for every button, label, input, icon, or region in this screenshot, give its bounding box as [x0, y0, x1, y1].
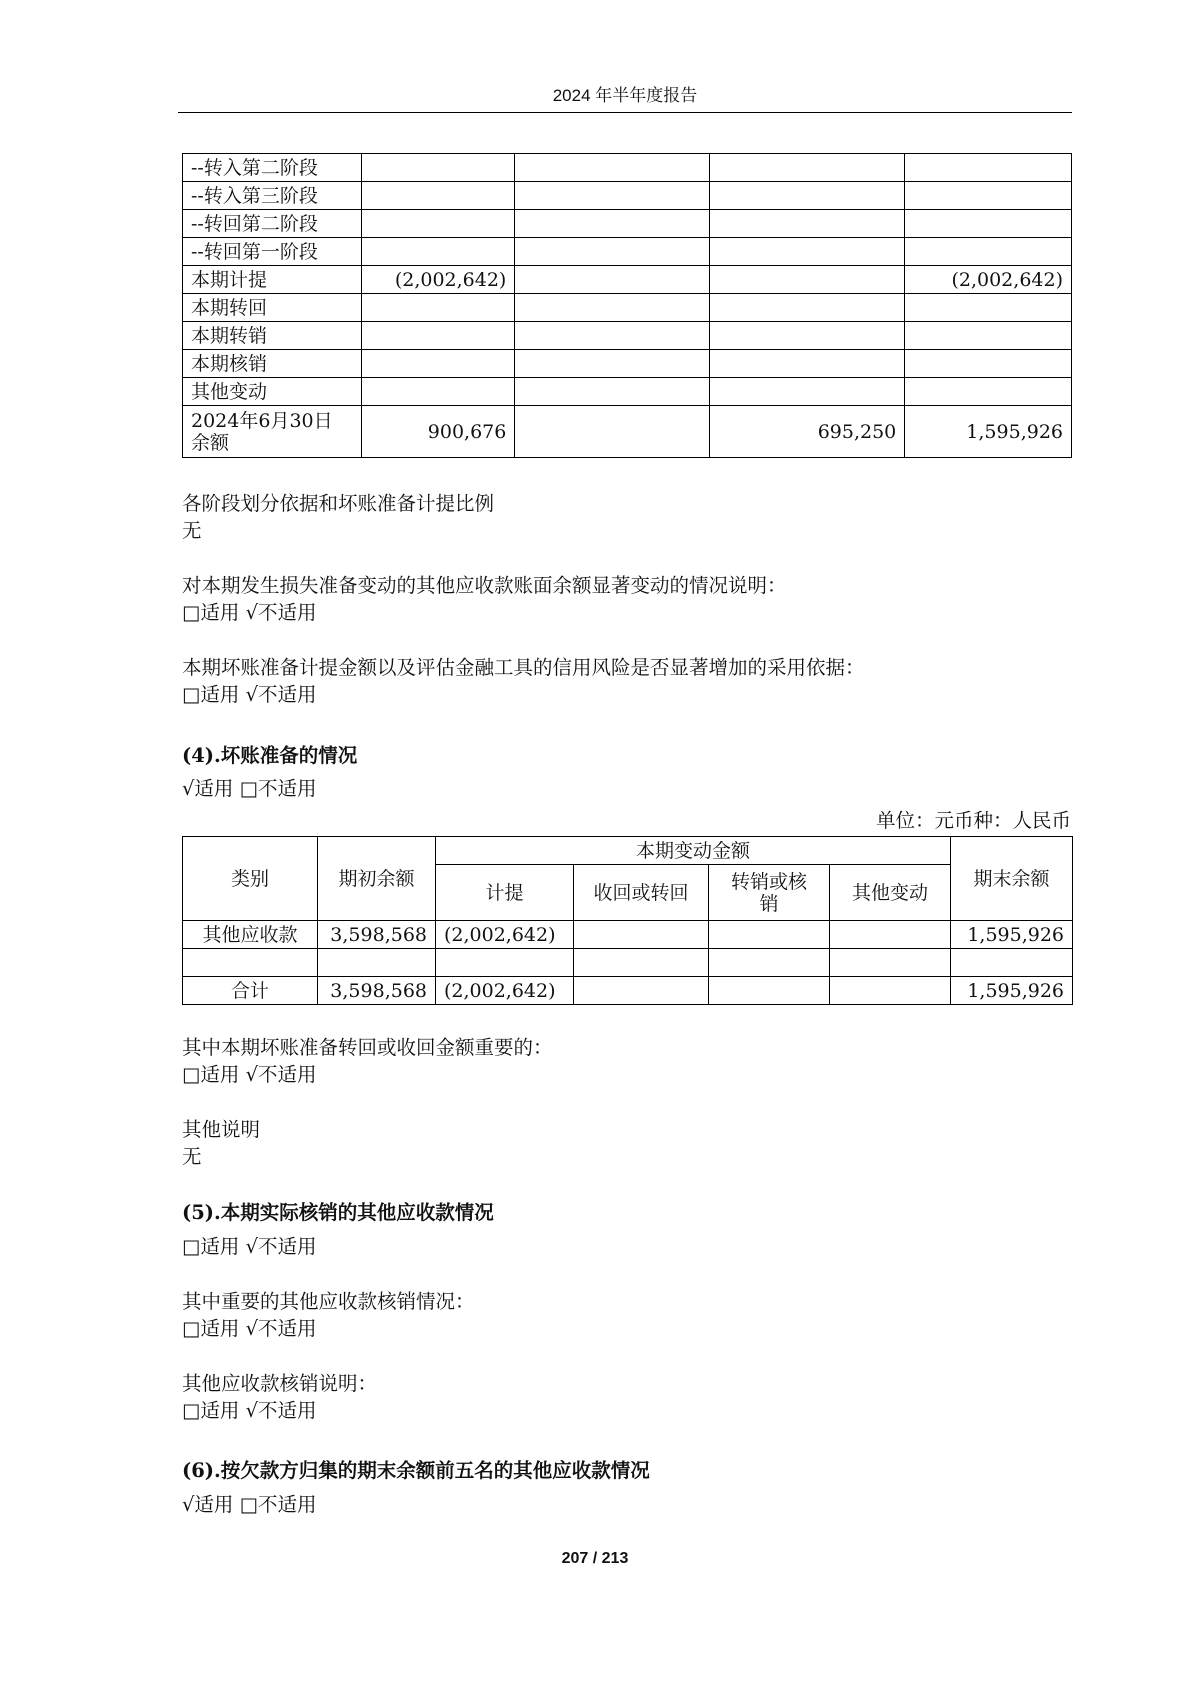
important-writeoff-title: 其中重要的其他应收款核销情况：: [182, 1290, 475, 1313]
table-row: [183, 294, 1072, 322]
cell-stage2: [515, 182, 710, 210]
writeoff-note-title: 其他应收款核销说明：: [182, 1372, 378, 1395]
table-row-closing: [183, 406, 1072, 458]
section-4-options: √适用 □不适用: [182, 777, 317, 800]
cell-recovery: [574, 949, 709, 977]
cell-stage1: [361, 210, 515, 238]
cell-stage1: [361, 182, 515, 210]
cell-stage3: [710, 378, 905, 406]
cell-stage2: [515, 378, 710, 406]
unit-label: 单位：元币种：人民币: [875, 809, 1071, 832]
cell-stage2: [515, 154, 710, 182]
cell-category: 合计: [183, 977, 318, 1005]
cell-c2: [515, 406, 710, 458]
table-row: [183, 266, 1072, 294]
important-writeoff-options: □适用 √不适用: [182, 1317, 317, 1340]
cell-total: [905, 294, 1072, 322]
table-row: [183, 154, 1072, 182]
header-category: 类别: [183, 837, 318, 921]
row-label: 本期核销: [183, 350, 362, 378]
page-header: 2024 年半年度报告: [178, 84, 1072, 113]
cell-stage3: [710, 154, 905, 182]
header-closing: 期末余额: [951, 837, 1073, 921]
provision-basis-title: 本期坏账准备计提金额以及评估金融工具的信用风险是否显著增加的采用依据：: [182, 656, 865, 679]
cell-category: [183, 949, 318, 977]
cell-stage3: [710, 294, 905, 322]
cell-closing: 1,595,926: [951, 977, 1073, 1005]
cell-stage3: [710, 210, 905, 238]
cell-closing: [951, 949, 1073, 977]
table-row: [183, 921, 1073, 949]
cell-total: [905, 322, 1072, 350]
stage-basis-title: 各阶段划分依据和坏账准备计提比例: [182, 492, 495, 515]
row-label: 本期转销: [183, 322, 362, 350]
loss-provision-table: [182, 153, 1072, 458]
cell-total: [905, 238, 1072, 266]
cell-opening: 3,598,568: [318, 977, 436, 1005]
row-label: --转入第二阶段: [183, 154, 362, 182]
section-4-title: (4).坏账准备的情况: [182, 744, 358, 767]
cell-provision: [436, 949, 574, 977]
header-other: 其他变动: [830, 865, 951, 921]
cell-opening: [318, 949, 436, 977]
section-6-options: √适用 □不适用: [182, 1493, 317, 1516]
cell-stage3: [710, 322, 905, 350]
cell-closing: 1,595,926: [951, 921, 1073, 949]
cell-provision: (2,002,642): [436, 921, 574, 949]
cell-stage1: [361, 154, 515, 182]
cell-total: [905, 154, 1072, 182]
cell-total: [905, 210, 1072, 238]
table-row: [183, 182, 1072, 210]
cell-other: [830, 949, 951, 977]
cell-stage3: [710, 182, 905, 210]
cell-stage2: [515, 210, 710, 238]
header-opening: 期初余额: [318, 837, 436, 921]
cell-other: [830, 977, 951, 1005]
cell-stage2: [515, 238, 710, 266]
cell-total: [905, 350, 1072, 378]
cell-stage1: (2,002,642): [361, 266, 515, 294]
cell-total: [905, 378, 1072, 406]
cell-c4: 1,595,926: [905, 406, 1072, 458]
row-label: 本期计提: [183, 266, 362, 294]
cell-stage3: [710, 238, 905, 266]
row-label: 本期转回: [183, 294, 362, 322]
cell-stage3: [710, 350, 905, 378]
table-row: [183, 210, 1072, 238]
table-row: [183, 322, 1072, 350]
cell-stage2: [515, 266, 710, 294]
cell-stage1: [361, 350, 515, 378]
section-5-title: (5).本期实际核销的其他应收款情况: [182, 1201, 494, 1224]
other-notes-title: 其他说明: [182, 1118, 261, 1141]
cell-stage1: [361, 378, 515, 406]
table-row: [183, 949, 1073, 977]
cell-stage2: [515, 322, 710, 350]
provision-basis-options: □适用 √不适用: [182, 683, 317, 706]
row-label: --转回第二阶段: [183, 210, 362, 238]
cell-stage1: [361, 294, 515, 322]
cell-other: [830, 921, 951, 949]
header-recovery: 收回或转回: [574, 865, 709, 921]
balance-change-note-title: 对本期发生损失准备变动的其他应收款账面余额显著变动的情况说明：: [182, 574, 787, 597]
cell-provision: (2,002,642): [436, 977, 574, 1005]
cell-writeoff: [709, 949, 830, 977]
table-row: [183, 238, 1072, 266]
cell-category: 其他应收款: [183, 921, 318, 949]
cell-stage1: [361, 238, 515, 266]
table-row: [183, 350, 1072, 378]
cell-total: [905, 182, 1072, 210]
row-label: --转回第一阶段: [183, 238, 362, 266]
cell-stage2: [515, 350, 710, 378]
header-writeoff: 转销或核 销: [709, 865, 830, 921]
row-label: 其他变动: [183, 378, 362, 406]
cell-recovery: [574, 921, 709, 949]
header-provision: 计提: [436, 865, 574, 921]
cell-stage2: [515, 294, 710, 322]
cell-opening: 3,598,568: [318, 921, 436, 949]
significant-recovery-title: 其中本期坏账准备转回或收回金额重要的：: [182, 1036, 553, 1059]
stage-basis-value: 无: [182, 519, 202, 542]
page-number: 207 / 213: [561, 1550, 629, 1567]
cell-c3: 695,250: [710, 406, 905, 458]
cell-writeoff: [709, 977, 830, 1005]
other-notes-value: 无: [182, 1145, 202, 1168]
cell-recovery: [574, 977, 709, 1005]
row-label: 2024年6月30日 余额: [183, 406, 362, 458]
writeoff-note-options: □适用 √不适用: [182, 1399, 317, 1422]
header-change: 本期变动金额: [436, 837, 951, 865]
table-row: [183, 378, 1072, 406]
cell-stage3: [710, 266, 905, 294]
section-6-title: (6).按欠款方归集的期末余额前五名的其他应收款情况: [182, 1459, 650, 1482]
section-5-options: □适用 √不适用: [182, 1235, 317, 1258]
bad-debt-table: [182, 836, 1073, 1005]
row-label: --转入第三阶段: [183, 182, 362, 210]
cell-writeoff: [709, 921, 830, 949]
cell-c1: 900,676: [361, 406, 515, 458]
cell-total: (2,002,642): [905, 266, 1072, 294]
table-row: [183, 977, 1073, 1005]
significant-recovery-options: □适用 √不适用: [182, 1063, 317, 1086]
balance-change-note-options: □适用 √不适用: [182, 601, 317, 624]
cell-stage1: [361, 322, 515, 350]
